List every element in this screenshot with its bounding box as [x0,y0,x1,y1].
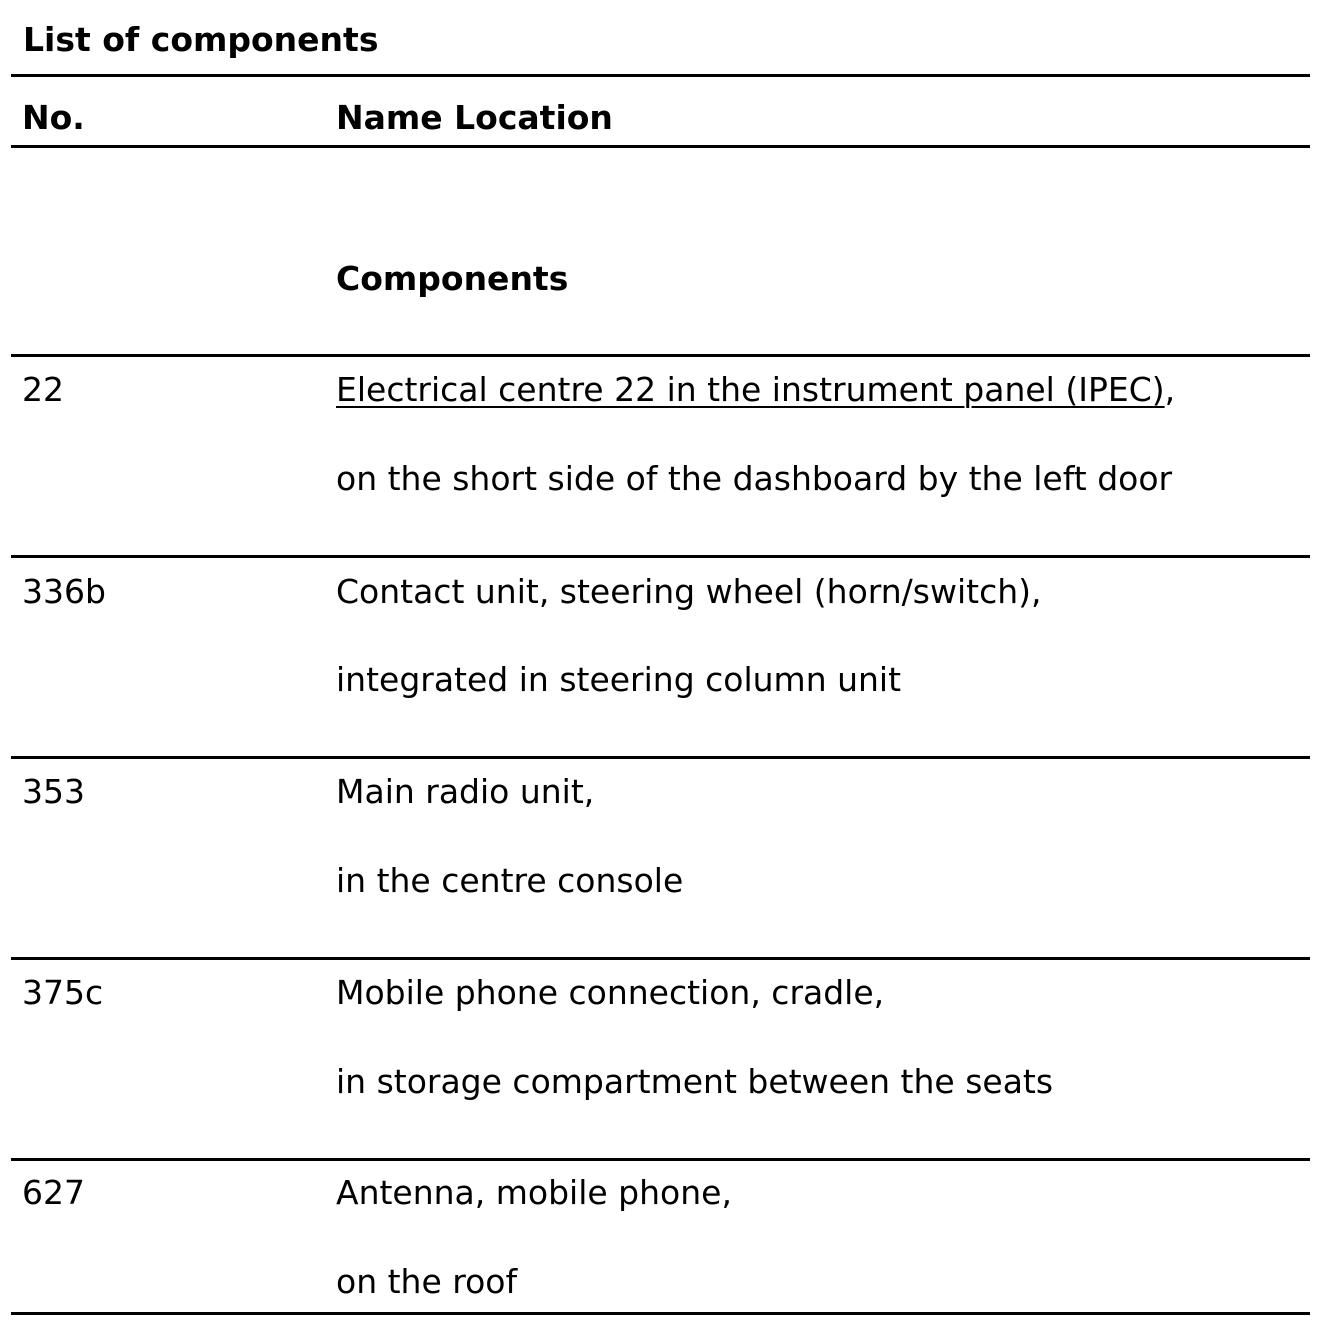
row-number: 22 [22,370,64,409]
row-divider [11,555,1310,558]
column-header-name-location: Name Location [336,98,613,137]
column-header-no: No. [22,98,85,137]
row-location: on the roof [336,1262,518,1301]
row-location: on the short side of the dashboard by the left door [336,459,1173,498]
header-bottom-rule [11,145,1310,148]
row-location: in storage compartment between the seats [336,1062,1054,1101]
row-divider [11,957,1310,960]
row-number: 353 [22,772,85,811]
row-number: 627 [22,1173,85,1212]
row-name-underlined: Electrical centre 22 in the instrument panel (IPEC) [336,370,1165,409]
row-location: in the centre console [336,861,684,900]
row-name: Mobile phone connection, cradle, [336,973,885,1012]
row-divider [11,756,1310,759]
row-name-suffix: , [1164,370,1176,409]
row-location: integrated in steering column unit [336,660,902,699]
row-name: Antenna, mobile phone, [336,1173,732,1212]
row-name: Main radio unit, [336,772,595,811]
row-number: 336b [22,572,106,611]
row-divider [11,354,1310,357]
section-heading: Components [336,259,569,298]
row-divider [11,1158,1310,1161]
row-name: Contact unit, steering wheel (horn/switch), [336,572,1042,611]
table-bottom-rule [11,1312,1310,1315]
row-name [336,368,1175,412]
row-number: 375c [22,973,104,1012]
page-title: List of components [23,20,379,59]
header-top-rule [11,74,1310,77]
